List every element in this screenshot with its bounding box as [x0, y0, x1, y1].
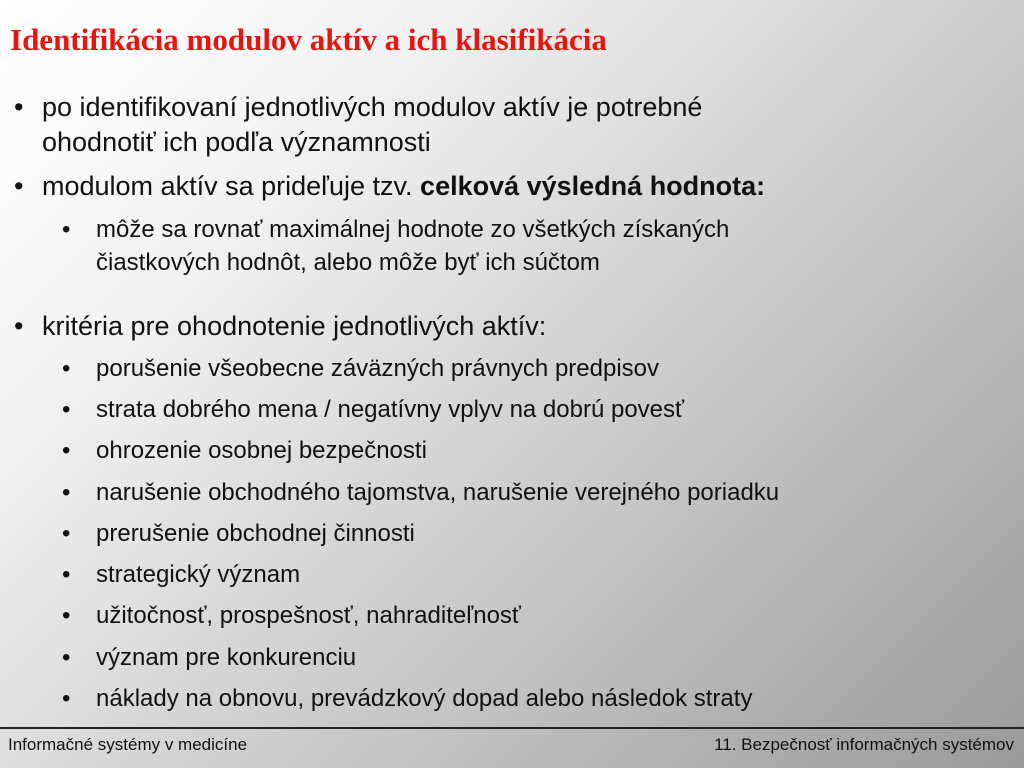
- list-item-text: porušenie všeobecne záväzných právnych predpisov: [96, 355, 660, 382]
- bullet-text-line-2: ohodnotiť ich podľa významnosti: [42, 127, 431, 157]
- bullet-icon: •: [62, 396, 71, 423]
- list-item-text: význam pre konkurenciu: [96, 644, 357, 671]
- list-item-text: strategický význam: [96, 561, 301, 588]
- bullet-icon: •: [62, 355, 71, 382]
- sub-bullet-text-line-1: môže sa rovnať maximálnej hodnote zo všetkých získaných: [96, 216, 730, 243]
- bullet-icon: •: [14, 92, 24, 122]
- bullet-icon: •: [62, 644, 71, 671]
- list-item-text: narušenie obchodného tajomstva, narušenie verejného poriadku: [96, 479, 780, 506]
- footer-course-name: Informačné systémy v medicíne: [8, 735, 248, 754]
- bullet-icon: •: [14, 311, 24, 341]
- bullet-text: modulom aktív sa prideľuje tzv.: [42, 171, 413, 201]
- bullet-icon: •: [62, 437, 71, 464]
- bullet-bold-text: celková výsledná hodnota:: [420, 171, 766, 201]
- list-item-text: užitočnosť, prospešnosť, nahraditeľnosť: [96, 602, 521, 629]
- bullet-icon: •: [62, 602, 71, 629]
- bullet-icon: •: [62, 216, 71, 243]
- sub-bullet-text-line-2: čiastkových hodnôt, alebo môže byť ich súčtom: [96, 249, 600, 276]
- bullet-icon: •: [62, 685, 71, 712]
- list-item-text: ohrozenie osobnej bezpečnosti: [96, 437, 427, 464]
- footer-divider: [0, 727, 1024, 729]
- bullet-text: kritéria pre ohodnotenie jednotlivých aktív:: [42, 311, 547, 341]
- bullet-text-line-1: po identifikovaní jednotlivých modulov aktív je potrebné: [42, 92, 703, 122]
- bullet-icon: •: [62, 561, 71, 588]
- bullet-icon: •: [62, 479, 71, 506]
- list-item-text: prerušenie obchodnej činnosti: [96, 520, 415, 547]
- bullet-icon: •: [62, 520, 71, 547]
- list-item-text: strata dobrého mena / negatívny vplyv na dobrú povesť: [96, 396, 685, 423]
- footer-lecture-title: 11. Bezpečnosť informačných systémov: [714, 735, 1014, 754]
- slide-title: Identifikácia modulov aktív a ich klasifikácia: [10, 22, 607, 57]
- list-item-text: náklady na obnovu, prevádzkový dopad alebo následok straty: [96, 685, 753, 712]
- bullet-icon: •: [14, 171, 24, 201]
